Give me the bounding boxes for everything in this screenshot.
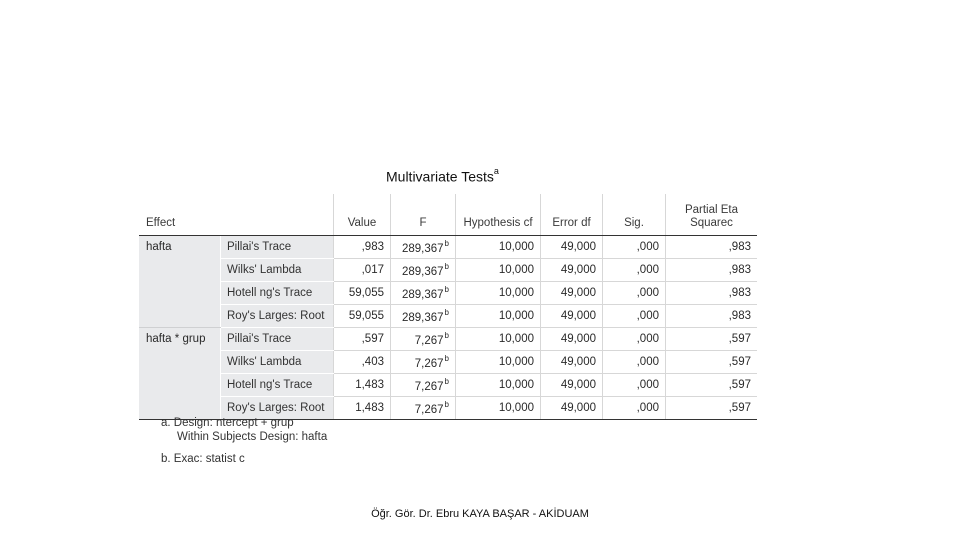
header-partial-eta: Partial Eta Squarec (666, 194, 758, 236)
footnote-b: b. Exac: statist c (161, 453, 245, 465)
hypothesis-df-cell: 10,000 (456, 397, 541, 420)
value-cell: ,017 (334, 259, 391, 282)
partial-eta-cell: ,983 (666, 282, 758, 305)
table-row (139, 282, 757, 305)
header-sig: Sig. (603, 194, 666, 236)
partial-eta-cell: ,597 (666, 351, 758, 374)
value-cell: 1,483 (334, 397, 391, 420)
f-footnote-marker: b (444, 399, 449, 409)
test-name-cell: Pillai's Trace (221, 328, 334, 351)
value-cell: 59,055 (334, 305, 391, 328)
sig-cell: ,000 (603, 397, 666, 420)
title-superscript: a (493, 166, 499, 176)
sig-cell: ,000 (603, 305, 666, 328)
hypothesis-df-cell: 10,000 (456, 236, 541, 259)
sig-cell: ,000 (603, 259, 666, 282)
f-footnote-marker: b (444, 376, 449, 386)
footnote-a: a. Design: ntercept + grup (161, 417, 294, 429)
f-cell: 7,267$^b$ (391, 397, 456, 420)
f-cell: 7,267$^b$ (391, 351, 456, 374)
hypothesis-df-cell: 10,000 (456, 374, 541, 397)
header-value: Value (334, 194, 391, 236)
error-df-cell: 49,000 (541, 259, 603, 282)
sig-cell: ,000 (603, 236, 666, 259)
error-df-cell: 49,000 (541, 397, 603, 420)
header-error-df: Error df (541, 194, 603, 236)
hypothesis-df-cell: 10,000 (456, 282, 541, 305)
test-name-cell: Roy's Larges: Root (221, 397, 334, 420)
sig-cell: ,000 (603, 282, 666, 305)
partial-eta-cell: ,983 (666, 259, 758, 282)
error-df-cell: 49,000 (541, 374, 603, 397)
f-footnote-marker: b (444, 261, 449, 271)
test-name-cell: Hotell ng's Trace (221, 282, 334, 305)
f-cell: 289,367$^b$ (391, 236, 456, 259)
hypothesis-df-cell: 10,000 (456, 305, 541, 328)
table-row (139, 259, 757, 282)
partial-eta-cell: ,983 (666, 305, 758, 328)
table-row (139, 328, 757, 351)
footnote-a-line2: Within Subjects Design: hafta (177, 431, 328, 443)
header-test-blank (221, 194, 334, 236)
f-cell: 7,267$^b$ (391, 374, 456, 397)
f-cell: 7,267$^b$ (391, 328, 456, 351)
value-cell: ,597 (334, 328, 391, 351)
test-name-cell: Hotell ng's Trace (221, 374, 334, 397)
f-cell: 289,367$^b$ (391, 282, 456, 305)
table-row (139, 305, 757, 328)
hypothesis-df-cell: 10,000 (456, 259, 541, 282)
effect-cell: hafta (139, 236, 221, 328)
f-footnote-marker: b (444, 307, 449, 317)
error-df-cell: 49,000 (541, 328, 603, 351)
partial-eta-cell: ,597 (666, 374, 758, 397)
table-row (139, 351, 757, 374)
table-row (139, 236, 757, 259)
partial-eta-cell: ,597 (666, 397, 758, 420)
table-row (139, 374, 757, 397)
value-cell: ,983 (334, 236, 391, 259)
value-cell: 1,483 (334, 374, 391, 397)
sig-cell: ,000 (603, 351, 666, 374)
test-name-cell: Wilks' Lambda (221, 351, 334, 374)
f-footnote-marker: b (444, 284, 449, 294)
multivariate-tests-table (139, 194, 757, 420)
error-df-cell: 49,000 (541, 305, 603, 328)
sig-cell: ,000 (603, 328, 666, 351)
error-df-cell: 49,000 (541, 282, 603, 305)
partial-eta-cell: ,983 (666, 236, 758, 259)
error-df-cell: 49,000 (541, 351, 603, 374)
f-cell: 289,367$^b$ (391, 305, 456, 328)
header-row (139, 194, 757, 236)
table-title: Multivariate Tests$^a$ (386, 166, 499, 185)
hypothesis-df-cell: 10,000 (456, 351, 541, 374)
test-name-cell: Roy's Larges: Root (221, 305, 334, 328)
f-footnote-marker: b (444, 238, 449, 248)
header-hypothesis-df: Hypothesis cf (456, 194, 541, 236)
f-cell: 289,367$^b$ (391, 259, 456, 282)
partial-eta-cell: ,597 (666, 328, 758, 351)
value-cell: ,403 (334, 351, 391, 374)
test-name-cell: Pillai's Trace (221, 236, 334, 259)
hypothesis-df-cell: 10,000 (456, 328, 541, 351)
value-cell: 59,055 (334, 282, 391, 305)
f-footnote-marker: b (444, 353, 449, 363)
error-df-cell: 49,000 (541, 236, 603, 259)
sig-cell: ,000 (603, 374, 666, 397)
effect-cell: hafta * grup (139, 328, 221, 420)
author-credit: Öğr. Gör. Dr. Ebru KAYA BAŞAR - AKİDUAM (371, 508, 589, 520)
f-footnote-marker: b (444, 330, 449, 340)
test-name-cell: Wilks' Lambda (221, 259, 334, 282)
header-f: F (391, 194, 456, 236)
header-effect: Effect (139, 194, 221, 236)
